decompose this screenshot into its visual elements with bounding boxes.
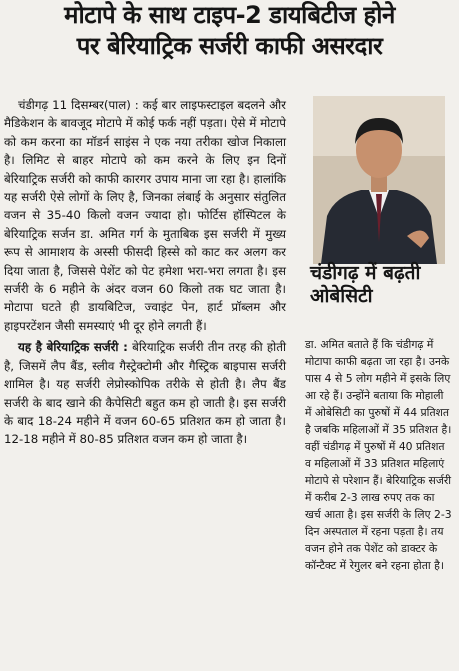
article-paragraph-1: चंडीगढ़ 11 दिसम्बर(पाल) : कई बार लाइफस्टाइल बदलने और मैडिकेशन के बावजूद मोटापे में कोई फर्क नहीं पड़ता। ऐसे में मोटापे को कम करना का मॉडर्न साइंस ने एक नया तरीका खोज निकाला है। लिमिट से बाहर मोटापे को कम करने के लिए इन दिनों बेरियाट्रिक सर्जरी को काफी कारगर उपाय माना जा रहा है। हालांकि यह सर्जरी ऐसे लोगों के लिए है, जिनका लंबाई के अनुसार संतुलित वजन से 35-40 किलो वजन ज्यादा हो। फोर्टिस हॉस्पिटल के बेरियाट्रिक सर्जन डा. अमित गर्ग के मुताबिक इस सर्जरी में मुख्य रूप से आमाशय के अस्सी फीसदी हिस्से को काट कर अलग कर दिया जाता है, जिससे पेशेंट को पेट हमेशा भरा-भरा लगता है। इस सर्जरी के 6 महीने के अंदर वजन 60 किलो तक घट जाता है। मोटापा घटते ही डायबिटिज, ज्वाइंट पेन, हार्ट प्रॉब्लम और हाइपरटेंशन जैसी समस्याएं भी दूर होने लगती हैं। bbox=[4, 98, 286, 333]
sidebar-title: चंडीगढ़ में बढ़ती ओबेसिटी bbox=[310, 262, 421, 307]
doctor-portrait-icon bbox=[313, 96, 445, 264]
article-main-column bbox=[4, 96, 286, 452]
sidebar-paragraph: डा. अमित बताते हैं कि चंडीगढ़ में मोटापा काफी बढ़ता जा रहा है। उनके पास 4 से 5 लोग महीने में इसके लिए आ रहे हैं। उन्होंने बताया कि मोहाली में ओबेसिटी का पुरुषों में 44 प्रतिशत है जबकि महिलाओं में 35 प्रतिशत है। वहीं चंडीगढ़ में पुरुषों में 40 प्रतिशत व महिलाओं में 33 प्रतिशत महिलाएं मोटापे से परेशान हैं। बेरियाट्रिक सर्जरी में करीब 2-3 लाख रुपए तक का खर्च आता है। इस सर्जरी के लिए 2-3 दिन अस्पताल में रहना पड़ता है। तय वजन होने तक पेशेंट को डाक्टर के कॉन्टैक्ट में रेगुलर बने रहना होता है। bbox=[305, 338, 452, 572]
sidebar-body bbox=[305, 336, 453, 574]
article-paragraph-2-text: बेरियाट्रिक सर्जरी तीन तरह की होती है, जिसमें लैप बैंड, स्लीव गैस्ट्रेक्टोमी और गैस्ट्रिक बाइपास सर्जरी शामिल है। यह सर्जरी लेप्रोस्कोपिक तरीके से होती है। लैप बैंड सर्जरी के बाद खाने की कैपेसिटी बहुत कम हो जाती है। इस सर्जरी के बाद 18-24 महीने में वजन 60-65 प्रतिशत कम हो जाता है। 12-18 महीने में 80-85 प्रतिशत वजन कम हो जाता है। bbox=[4, 340, 287, 447]
subhead-what-is-bariatric-surgery: यह है बेरियाट्रिक सर्जरी : bbox=[18, 340, 128, 355]
article-paragraph-2 bbox=[4, 338, 286, 448]
headline-line-2: पर बेरियाट्रिक सर्जरी काफी असरदार bbox=[76, 32, 383, 60]
doctor-photo bbox=[313, 96, 445, 264]
headline-line-1: मोटापे के साथ टाइप-2 डायबिटीज होने bbox=[64, 1, 395, 29]
headline bbox=[0, 0, 459, 62]
